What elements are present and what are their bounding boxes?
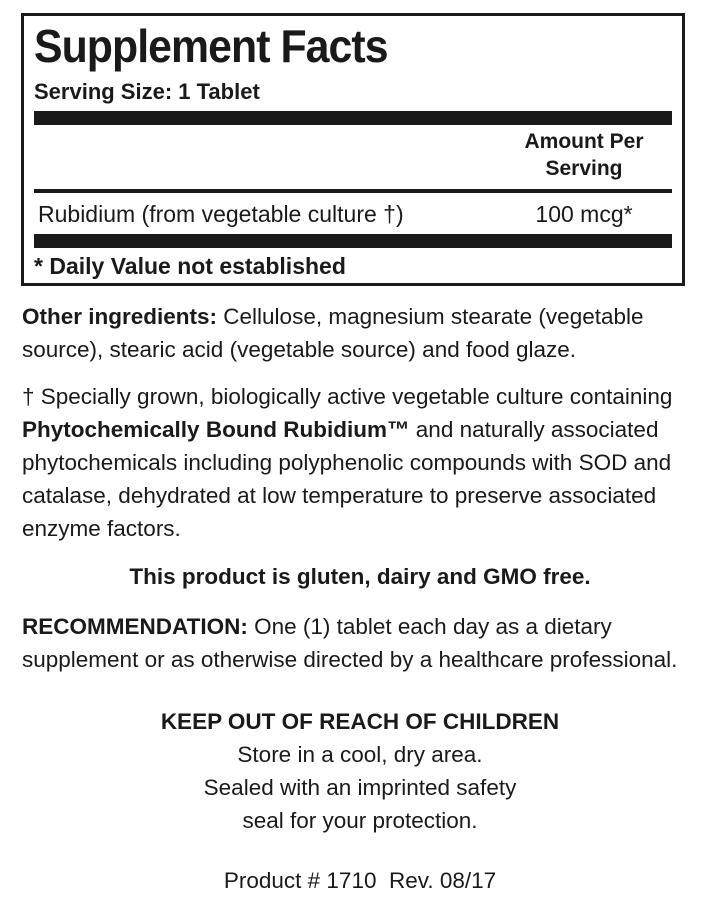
nutrient-amount: 100 mcg*	[535, 201, 633, 227]
recommendation	[22, 610, 702, 676]
other-ingredients	[22, 300, 702, 366]
facts-title: Supplement Facts	[34, 20, 388, 72]
warning-block	[0, 705, 720, 837]
seal-line-1: Sealed with an imprinted safety	[203, 775, 517, 800]
recommendation-label: RECOMMENDATION:	[22, 614, 248, 639]
warning-heading: KEEP OUT OF REACH OF CHILDREN	[160, 709, 560, 734]
culture-note	[22, 380, 702, 545]
culture-note-bold: Phytochemically Bound Rubidium™	[22, 417, 410, 442]
recommendation-text: One (1) tablet each day as a dietary supplement or as otherwise directed by a healthcare professional.	[22, 614, 678, 672]
product-info: Product # 1710 Rev. 08/17	[223, 868, 497, 893]
divider-thick-top	[34, 111, 672, 125]
culture-note-suffix: and naturally associated phytochemicals including polyphenolic compounds with SOD and catalase, dehydrated at low temperature to preserve associated enzyme factors.	[22, 417, 672, 541]
other-ingredients-label: Other ingredients:	[22, 304, 218, 329]
free-from-statement: This product is gluten, dairy and GMO free.	[129, 564, 591, 589]
serving-size: Serving Size: 1 Tablet	[34, 79, 260, 104]
divider-medium	[34, 189, 672, 193]
daily-value-note: * Daily Value not established	[34, 253, 346, 279]
divider-thick-bottom	[34, 234, 672, 248]
supplement-facts-panel	[21, 13, 685, 286]
amount-header-line1: Amount Per	[524, 130, 644, 153]
other-ingredients-text: Cellulose, magnesium stearate (vegetable source), stearic acid (vegetable source) and food glaze.	[22, 304, 644, 362]
storage-line: Store in a cool, dry area.	[237, 742, 483, 767]
amount-per-serving-header	[504, 128, 664, 182]
amount-header-line2: Serving	[545, 157, 623, 180]
nutrient-name: Rubidium (from vegetable culture †)	[38, 201, 404, 227]
seal-line-2: seal for your protection.	[242, 808, 478, 833]
culture-note-prefix: † Specially grown, biologically active vegetable culture containing	[22, 384, 673, 409]
